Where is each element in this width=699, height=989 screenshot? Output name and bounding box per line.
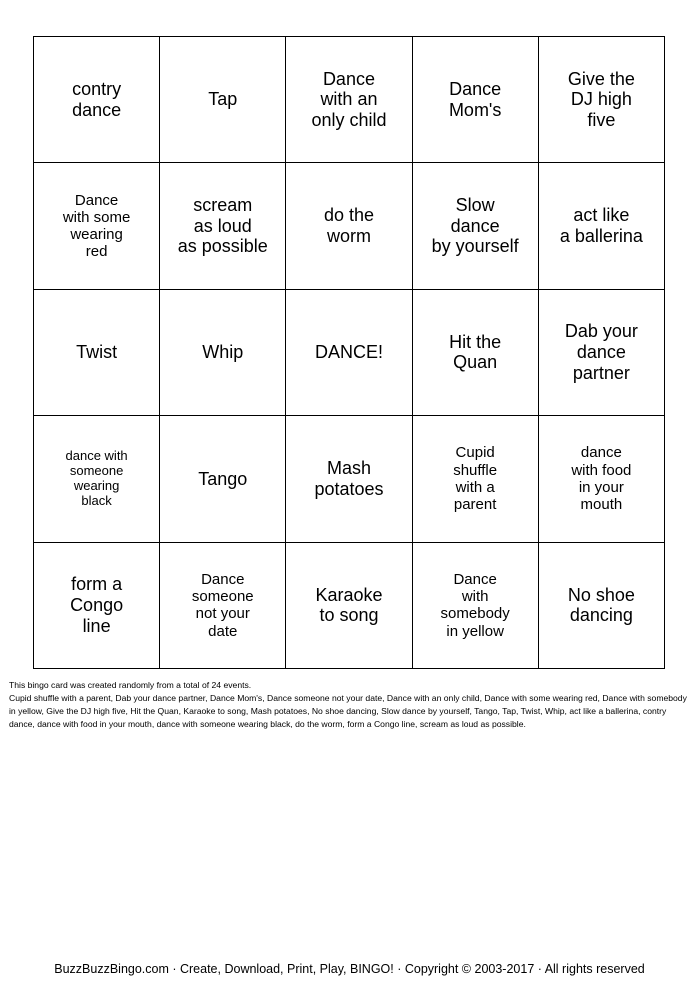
bingo-cell: Twist	[34, 289, 160, 415]
bingo-cell: Cupid shuffle with a parent	[412, 416, 538, 542]
bingo-cell: act like a ballerina	[538, 163, 664, 289]
event-notes	[9, 679, 691, 731]
bingo-row	[34, 163, 665, 289]
bingo-cell: do the worm	[286, 163, 412, 289]
bingo-cell-center: DANCE!	[286, 289, 412, 415]
bingo-cell: Dance Mom's	[412, 37, 538, 163]
bingo-cell: contry dance	[34, 37, 160, 163]
bingo-cell: Whip	[160, 289, 286, 415]
bingo-row	[34, 542, 665, 668]
bingo-cell: Tango	[160, 416, 286, 542]
bingo-cell: Mash potatoes	[286, 416, 412, 542]
bingo-cell: Slow dance by yourself	[412, 163, 538, 289]
bingo-row	[34, 416, 665, 542]
bingo-cell: scream as loud as possible	[160, 163, 286, 289]
bingo-cell: Hit the Quan	[412, 289, 538, 415]
bingo-cell: Dance with somebody in yellow	[412, 542, 538, 668]
bingo-cell: Karaoke to song	[286, 542, 412, 668]
bingo-cell: form a Congo line	[34, 542, 160, 668]
bingo-cell: Dance with some wearing red	[34, 163, 160, 289]
bingo-cell: Dance with an only child	[286, 37, 412, 163]
bingo-cell: Dance someone not your date	[160, 542, 286, 668]
bingo-card	[33, 36, 665, 669]
bingo-cell: Give the DJ high five	[538, 37, 664, 163]
bingo-grid	[34, 37, 665, 669]
bingo-cell: dance with someone wearing black	[34, 416, 160, 542]
bingo-cell: Dab your dance partner	[538, 289, 664, 415]
notes-intro: This bingo card was created randomly from a total of 24 events.	[9, 680, 252, 690]
bingo-row	[34, 289, 665, 415]
footer-copyright: BuzzBuzzBingo.com · Create, Download, Print, Play, BINGO! · Copyright © 2003-2017 · All rights reserved	[54, 962, 645, 976]
bingo-cell: Tap	[160, 37, 286, 163]
bingo-cell: No shoe dancing	[538, 542, 664, 668]
notes-event-list: Cupid shuffle with a parent, Dab your dance partner, Dance Mom's, Dance someone not your date, Dance with an only child, Dance with some wearing red, Dance with somebody in yellow, Give the DJ high five, Hit the Quan, Karaoke to song, Mash potatoes, No shoe dancing, Slow dance by yourself, Tango, Tap, Twist, Whip, act like a ballerina, contry dance, dance with food in your mouth, dance with someone wearing black, do the worm, form a Congo line, scream as loud as possible.	[9, 693, 687, 729]
bingo-row	[34, 37, 665, 163]
bingo-cell: dance with food in your mouth	[538, 416, 664, 542]
